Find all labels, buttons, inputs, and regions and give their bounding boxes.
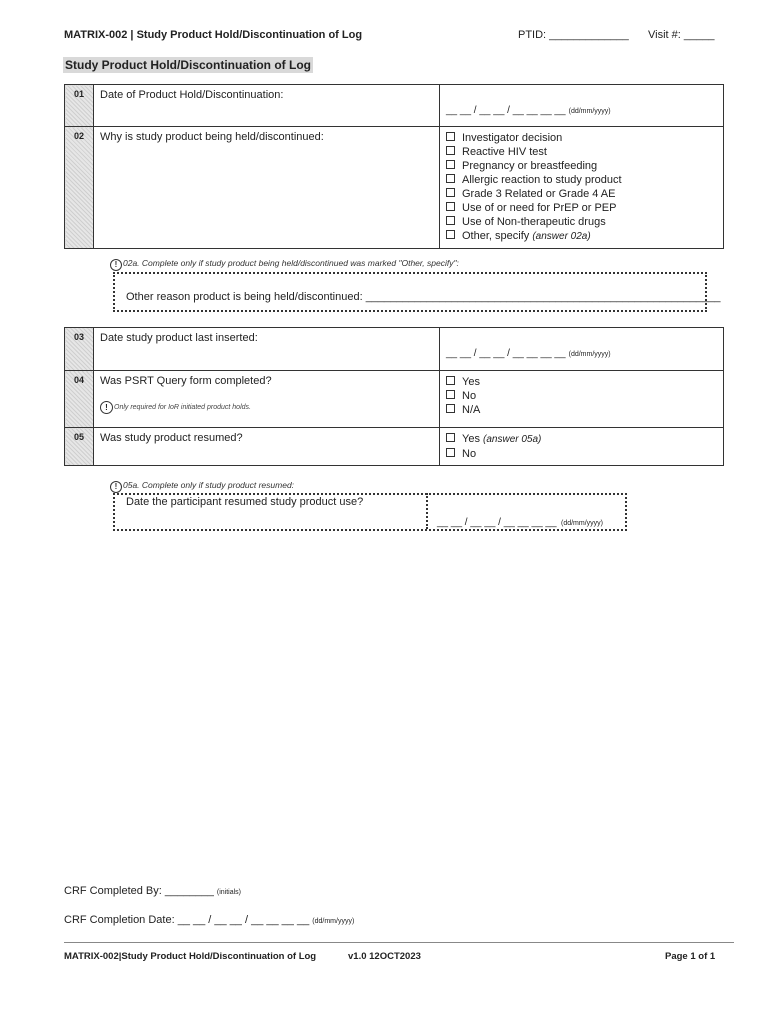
crf-completion-date[interactable]: CRF Completion Date: __ __ / __ __ / __ __ __ __ (dd/mm/yyyy)	[64, 914, 355, 926]
questions-table-2	[64, 327, 724, 466]
question-text: Date the participant resumed study product use?	[126, 496, 364, 508]
footer-version: v1.0 12OCT2023	[348, 951, 421, 962]
option-na[interactable]: N/A	[446, 403, 717, 417]
options-04	[440, 371, 724, 428]
form-id: MATRIX-002	[64, 29, 128, 41]
checkbox[interactable]	[446, 404, 455, 413]
question-number: 04	[65, 371, 94, 428]
question-number: 02	[65, 127, 94, 249]
option-reactive-hiv[interactable]: Reactive HIV test	[446, 145, 717, 159]
checkbox[interactable]	[446, 390, 455, 399]
other-reason-field[interactable]: Other reason product is being held/discontinued: __________________________________________________________	[126, 291, 721, 303]
option-grade3[interactable]: Grade 3 Related or Grade 4 AE	[446, 187, 717, 201]
question-row-01	[65, 85, 724, 127]
info-circle-icon: !	[110, 259, 122, 271]
visit-field[interactable]: Visit #: _____	[648, 29, 715, 41]
ptid-field[interactable]: PTID: _____________	[518, 29, 629, 41]
option-pregnancy[interactable]: Pregnancy or breastfeeding	[446, 159, 717, 173]
date-blank[interactable]: __ __ / __ __ / __ __ __ __	[446, 348, 566, 359]
checkbox[interactable]	[446, 202, 455, 211]
instruction-05a: ! 05a. Complete only if study product resumed:	[110, 480, 294, 493]
option-allergic[interactable]: Allergic reaction to study product	[446, 173, 717, 187]
question-note: ! Only required for IoR initiated product holds.	[100, 400, 433, 414]
option-non-therapeutic[interactable]: Use of Non-therapeutic drugs	[446, 215, 717, 229]
form-header	[64, 29, 362, 41]
option-yes[interactable]: Yes	[446, 375, 717, 389]
date-field-05a[interactable]	[437, 512, 603, 530]
option-prep-pep[interactable]: Use of or need for PrEP or PEP	[446, 201, 717, 215]
question-text: Was study product resumed?	[94, 428, 440, 466]
skip-note: (answer 02a)	[532, 231, 591, 242]
question-text: Date of Product Hold/Discontinuation:	[94, 85, 440, 127]
skip-note: (answer 05a)	[483, 434, 542, 445]
checkbox[interactable]	[446, 216, 455, 225]
date-field-03[interactable]	[440, 328, 724, 371]
checkbox[interactable]	[446, 188, 455, 197]
question-number: 05	[65, 428, 94, 466]
checkbox[interactable]	[446, 132, 455, 141]
question-cell	[94, 371, 440, 428]
question-row-05	[65, 428, 724, 466]
date-format: (dd/mm/yyyy)	[568, 108, 611, 115]
checkbox[interactable]	[446, 376, 455, 385]
checkbox[interactable]	[446, 433, 455, 442]
date-format: (dd/mm/yyyy)	[561, 520, 603, 527]
options-02	[440, 127, 724, 249]
question-text: Why is study product being held/discontinued:	[94, 127, 440, 249]
question-row-02	[65, 127, 724, 249]
checkbox[interactable]	[446, 160, 455, 169]
question-row-04	[65, 371, 724, 428]
checkbox[interactable]	[446, 174, 455, 183]
option-no[interactable]: No	[446, 447, 717, 461]
options-05	[440, 428, 724, 466]
footer-form-name: MATRIX-002|Study Product Hold/Discontinuation of Log	[64, 951, 317, 962]
date-format: (dd/mm/yyyy)	[568, 351, 611, 358]
date-format: (dd/mm/yyyy)	[312, 918, 355, 925]
option-no[interactable]: No	[446, 389, 717, 403]
question-row-03	[65, 328, 724, 371]
page-title: Study Product Hold/Discontinuation of Log	[65, 58, 311, 72]
option-investigator[interactable]: Investigator decision	[446, 131, 717, 145]
initials-label: (initials)	[216, 889, 241, 896]
footer-divider	[64, 942, 734, 943]
subquestion-05a-divider	[426, 493, 428, 529]
checkbox[interactable]	[446, 448, 455, 457]
date-blank[interactable]: __ __ / __ __ / __ __ __ __	[437, 517, 557, 528]
checkbox[interactable]	[446, 146, 455, 155]
info-circle-icon: !	[100, 401, 113, 414]
checkbox[interactable]	[446, 230, 455, 239]
question-number: 03	[65, 328, 94, 371]
crf-completed-by[interactable]: CRF Completed By: ________ (initials)	[64, 885, 241, 897]
question-number: 01	[65, 85, 94, 127]
info-circle-icon: !	[110, 481, 122, 493]
option-yes[interactable]: Yes (answer 05a)	[446, 432, 717, 447]
form-header-title: | Study Product Hold/Discontinuation of Log	[127, 29, 363, 41]
date-blank[interactable]: __ __ / __ __ / __ __ __ __	[446, 105, 566, 116]
question-text: Was PSRT Query form completed?	[100, 375, 272, 387]
footer-page-number: Page 1 of 1	[665, 951, 716, 962]
question-text: Date study product last inserted:	[94, 328, 440, 371]
questions-table-1	[64, 84, 724, 249]
date-field-01[interactable]	[440, 85, 724, 127]
instruction-02a: ! 02a. Complete only if study product being held/discontinued was marked "Other, specify":	[110, 258, 459, 271]
option-other[interactable]: Other, specify (answer 02a)	[446, 229, 717, 244]
